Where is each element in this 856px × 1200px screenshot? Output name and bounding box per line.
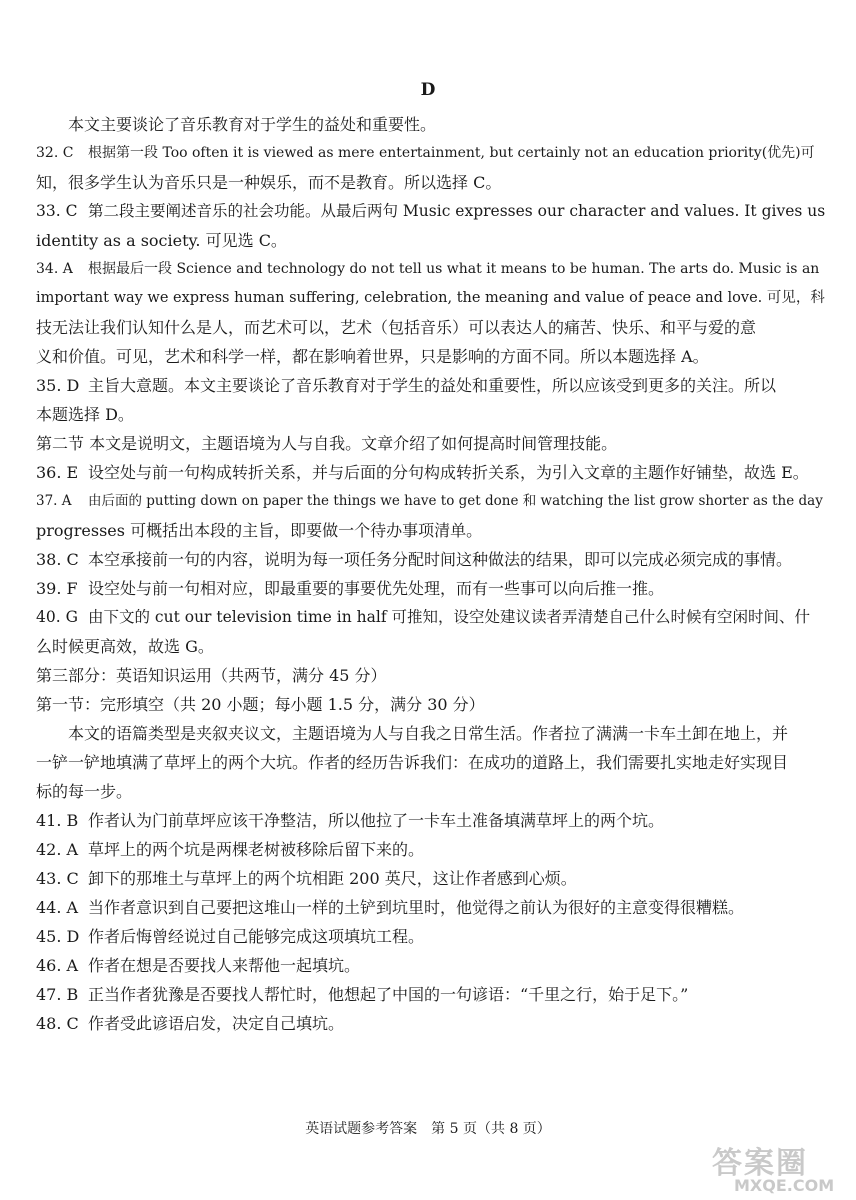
line-text: 根据最后一段 Science and technology do not tell us what it means to be human. The arts do. Music is an (88, 261, 820, 277)
answer-number: 48. C (36, 1014, 79, 1033)
answer-item (36, 603, 828, 632)
text-line (36, 516, 828, 545)
line-text: 本空承接前一句的内容，说明为每一项任务分配时间这种做法的结果，即可以完成必须完成的事情。 (88, 550, 793, 569)
answer-number: 36. E (36, 463, 79, 482)
text-line (36, 690, 828, 719)
watermark-logo-domain: MXQE.COM (734, 1176, 835, 1195)
answer-number: 39. F (36, 579, 78, 598)
answer-number: 40. G (36, 608, 78, 626)
text-line (36, 777, 828, 806)
answer-number: 37. A (36, 493, 72, 509)
line-text: 主旨大意题。本文主要谈论了音乐教育对于学生的益处和重要性，所以应该受到更多的关注。所以 (88, 376, 777, 395)
answer-number: 32. C (36, 145, 74, 161)
answer-item (36, 487, 828, 516)
line-text: 作者认为门前草坪应该干净整洁，所以他拉了一卡车土准备填满草坪上的两个坑。 (88, 811, 665, 830)
answer-item (36, 864, 828, 893)
text-line (36, 342, 828, 371)
answer-item (36, 458, 828, 487)
line-text: 第二节 本文是说明文，主题语境为人与自我。文章介绍了如何提高时间管理技能。 (36, 434, 618, 453)
answer-item (36, 980, 828, 1009)
line-text: 由下文的 cut our television time in half 可推知，设空处建议读者弄清楚自己什么时候有空闲时间、什 (88, 608, 810, 626)
watermark-logo-text: 答案圈 (712, 1146, 808, 1181)
line-text: 当作者意识到自己要把这堆山一样的土铲到坑里时，他觉得之前认为很好的主意变得很糟糕。 (88, 898, 745, 917)
text-line (36, 719, 828, 748)
text-line (36, 226, 828, 255)
line-text: progresses 可概括出本段的主旨，即要做一个待办事项清单。 (36, 521, 483, 540)
text-line (36, 168, 828, 197)
line-text: important way we express human suffering, celebration, the meaning and value of peace and love. 可见，科 (36, 290, 825, 306)
line-text: 第二段主要阐述音乐的社会功能。从最后两句 Music expresses our character and values. It gives us (88, 202, 826, 220)
answer-number: 47. B (36, 985, 79, 1004)
answer-number: 45. D (36, 927, 80, 946)
line-text: 第一节：完形填空（共 20 小题；每小题 1.5 分，满分 30 分） (36, 695, 485, 714)
line-text: 设空处与前一句构成转折关系，并与后面的分句构成转折关系，为引入文章的主题作好铺垫，故选 E。 (88, 463, 809, 482)
watermark-logo-icon (708, 1138, 848, 1198)
line-text: 技无法让我们认知什么是人，而艺术可以，艺术（包括音乐）可以表达人的痛苦、快乐、和平与爱的意 (36, 318, 757, 337)
answer-item (36, 197, 828, 226)
line-text: 作者受此谚语启发，决定自己填坑。 (88, 1014, 345, 1033)
answer-number: 43. C (36, 869, 79, 888)
text-line (36, 429, 828, 458)
line-text: 设空处与前一句相对应，即最重要的事要优先处理，而有一些事可以向后推一推。 (88, 579, 665, 598)
answer-item (36, 371, 828, 400)
line-text: 义和价值。可见，艺术和科学一样，都在影响着世界，只是影响的方面不同。所以本题选择 A。 (36, 347, 709, 366)
text-line (36, 284, 828, 313)
line-text: 本文主要谈论了音乐教育对于学生的益处和重要性。 (68, 115, 437, 134)
section-letter: D (420, 80, 436, 100)
line-text: 一铲一铲地填满了草坪上的两个大坑。作者的经历告诉我们：在成功的道路上，我们需要扎实地走好实现目 (36, 753, 789, 772)
answer-item (36, 806, 828, 835)
answer-item (36, 951, 828, 980)
answer-item (36, 922, 828, 951)
answer-item (36, 893, 828, 922)
line-text: 作者在想是否要找人来帮他一起填坑。 (88, 956, 361, 975)
answer-content (36, 110, 828, 1038)
page-footer: 英语试题参考答案 第 5 页（共 8 页） (305, 1121, 551, 1137)
line-text: 由后面的 putting down on paper the things we have to get done 和 watching the list grow shorter as the day (88, 493, 823, 509)
answer-item (36, 835, 828, 864)
answer-item (36, 545, 828, 574)
line-text: 本文的语篇类型是夹叙夹议文，主题语境为人与自我之日常生活。作者拉了满满一卡车土卸在地上，并 (68, 724, 789, 743)
line-text: 正当作者犹豫是否要找人帮忙时，他想起了中国的一句谚语：“千里之行，始于足下。” (88, 985, 689, 1004)
line-text: 么时候更高效，故选 G。 (36, 637, 214, 656)
line-text: 作者后悔曾经说过自己能够完成这项填坑工程。 (88, 927, 425, 946)
answer-number: 41. B (36, 811, 79, 830)
answer-number: 44. A (36, 898, 79, 917)
line-text: 本题选择 D。 (36, 405, 134, 424)
line-text: 卸下的那堆土与草坪上的两个坑相距 200 英尺，这让作者感到心烦。 (88, 869, 577, 888)
answer-number: 46. A (36, 956, 79, 975)
answer-item (36, 139, 828, 168)
text-line (36, 632, 828, 661)
answer-item (36, 255, 828, 284)
line-text: 根据第一段 Too often it is viewed as mere entertainment, but certainly not an education priority(优先)可 (88, 145, 815, 161)
line-text: 标的每一步。 (36, 782, 133, 801)
line-text: 草坪上的两个坑是两棵老树被移除后留下来的。 (88, 840, 425, 859)
answer-item (36, 574, 828, 603)
answer-number: 35. D (36, 376, 80, 395)
line-text: 第三部分：英语知识运用（共两节，满分 45 分） (36, 666, 387, 685)
answer-number: 38. C (36, 550, 79, 569)
answer-number: 42. A (36, 840, 79, 859)
text-line (36, 748, 828, 777)
line-text: identity as a society. 可见选 C。 (36, 231, 287, 250)
line-text: 知，很多学生认为音乐只是一种娱乐，而不是教育。所以选择 C。 (36, 173, 502, 192)
answer-item (36, 1009, 828, 1038)
answer-number: 33. C (36, 202, 78, 220)
text-line (36, 661, 828, 690)
text-line (36, 110, 828, 139)
answer-number: 34. A (36, 261, 73, 277)
text-line (36, 313, 828, 342)
text-line (36, 400, 828, 429)
